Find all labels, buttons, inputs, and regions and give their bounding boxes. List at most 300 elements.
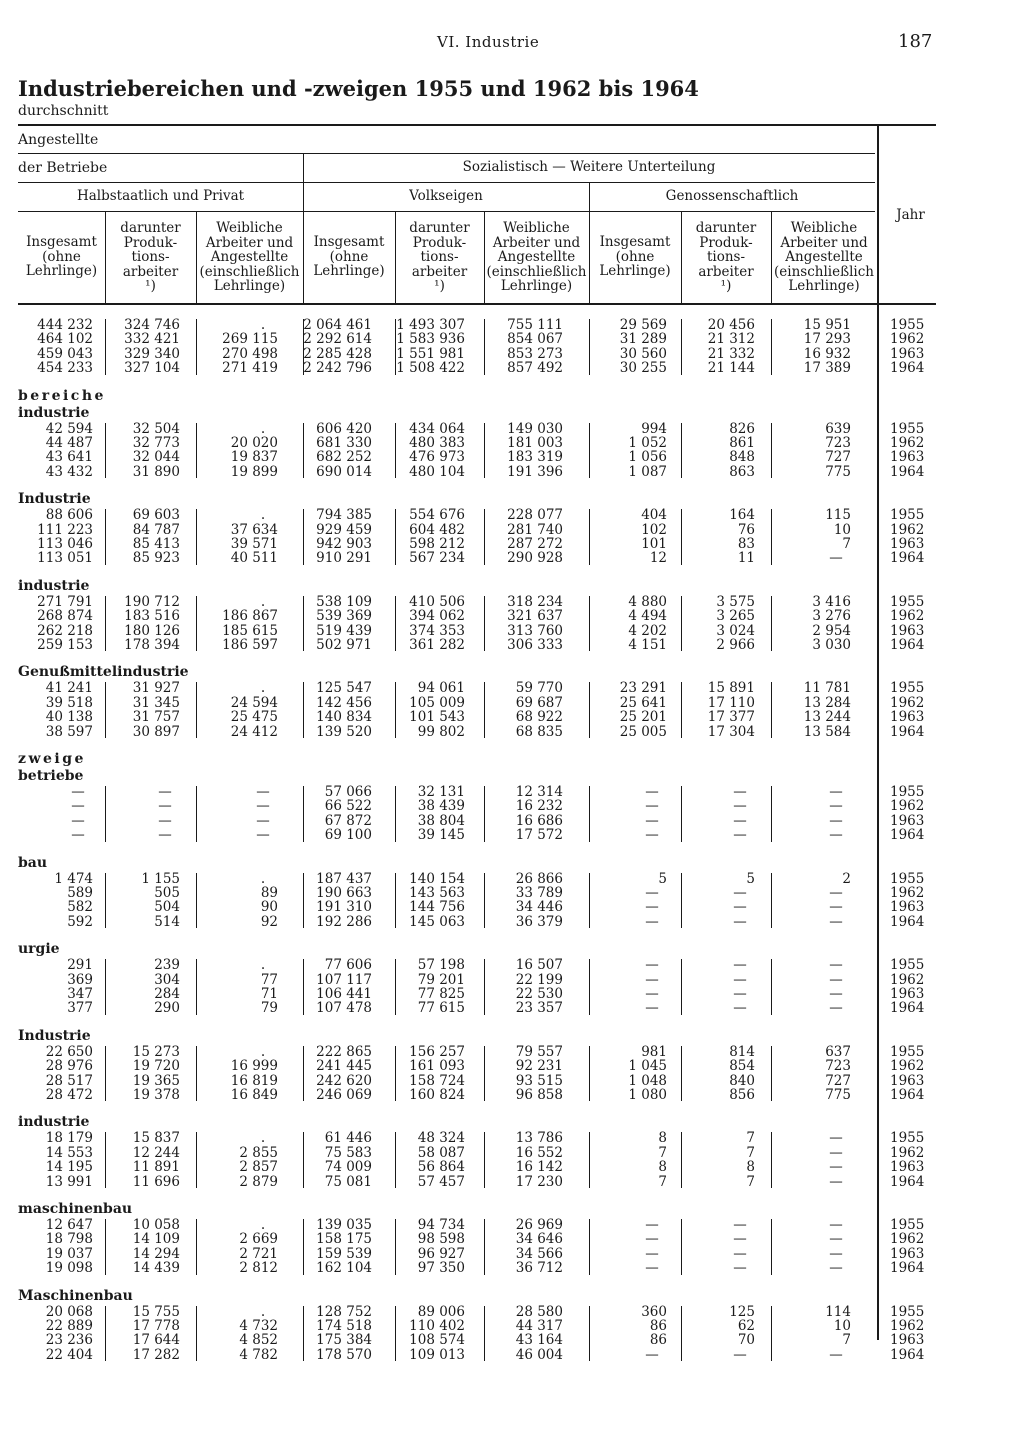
- table-cell: 30 897: [132, 723, 180, 740]
- header-col-prod: darunter Produk- tions- arbeiter ¹): [409, 220, 470, 294]
- year-cell: 1964: [890, 1346, 925, 1363]
- table-cell: 14 109: [132, 1231, 180, 1248]
- table-cell: 854: [729, 1058, 755, 1075]
- table-cell: 2 966: [716, 637, 755, 653]
- table-cell: 99 802: [417, 723, 465, 740]
- table-cell: 291: [67, 957, 93, 974]
- table-cell: 1 052: [628, 435, 667, 451]
- table-cell: 66 522: [324, 798, 372, 815]
- table-cell: 994: [641, 420, 667, 437]
- section-label: industrie: [18, 1114, 90, 1131]
- block-rule: [395, 423, 396, 479]
- table-cell: 85 413: [132, 536, 180, 552]
- block-rule: [196, 509, 197, 565]
- block-rule: [681, 1132, 682, 1188]
- table-cell: 30 560: [619, 345, 667, 362]
- table-cell: 228 077: [507, 507, 563, 524]
- block-rule: [681, 1046, 682, 1102]
- table-cell: —: [829, 1346, 843, 1363]
- table-cell: 22 650: [45, 1043, 93, 1060]
- table-cell: 16 552: [515, 1144, 563, 1161]
- table-cell: —: [829, 1217, 843, 1233]
- table-cell: 454 233: [37, 360, 93, 377]
- table-cell: 125: [729, 1303, 755, 1320]
- table-cell: 183 516: [124, 608, 180, 625]
- table-cell: 17 293: [803, 331, 851, 348]
- table-cell: 262 218: [37, 622, 93, 639]
- table-cell: 174 518: [316, 1318, 372, 1334]
- table-cell: 505: [154, 885, 180, 901]
- table-cell: 690 014: [316, 463, 372, 480]
- table-cell: 1 583 936: [396, 331, 465, 348]
- table-cell: 7: [746, 1173, 755, 1190]
- table-cell: 271 791: [37, 593, 93, 610]
- block-rule: [589, 682, 590, 738]
- table-cell: 20 020: [230, 435, 278, 451]
- table-cell: 108 574: [409, 1332, 465, 1349]
- block-rule: [484, 509, 485, 565]
- table-cell: 41 241: [45, 680, 93, 697]
- table-cell: 281 740: [507, 521, 563, 538]
- table-cell: 2 242 796: [303, 360, 372, 377]
- block-rule: [771, 873, 772, 929]
- table-cell: 2: [842, 870, 851, 887]
- table-cell: —: [645, 957, 659, 974]
- table-cell: 24 594: [230, 694, 278, 711]
- block-rule: [771, 682, 772, 738]
- table-cell: —: [645, 1231, 659, 1248]
- table-cell: 183 319: [507, 449, 563, 466]
- section-label: urgie: [18, 941, 60, 958]
- block-rule: [589, 423, 590, 479]
- table-cell: 98 598: [417, 1231, 465, 1248]
- table-cell: 10 058: [132, 1217, 180, 1233]
- table-cell: 185 615: [222, 622, 278, 639]
- block-rule: [196, 596, 197, 652]
- block-rule: [105, 1306, 106, 1362]
- table-cell: 89: [260, 885, 278, 901]
- table-cell: 2 721: [239, 1245, 278, 1262]
- block-rule: [196, 1132, 197, 1188]
- table-cell: 19 720: [132, 1058, 180, 1075]
- block-rule: [771, 959, 772, 1015]
- table-cell: 42 594: [45, 420, 93, 437]
- table-cell: 145 063: [409, 913, 465, 930]
- table-cell: —: [829, 899, 843, 916]
- table-cell: —: [829, 1231, 843, 1248]
- year-cell: 1962: [890, 1231, 925, 1248]
- table-cell: 16 819: [230, 1072, 278, 1089]
- header-volkseigen: Volkseigen: [409, 188, 483, 204]
- block-rule: [303, 1132, 304, 1188]
- table-cell: —: [829, 986, 843, 1002]
- table-cell: 329 340: [124, 345, 180, 362]
- header-jahr: Jahr: [896, 207, 925, 223]
- table-cell: 83: [737, 536, 755, 552]
- table-cell: 17 110: [707, 694, 755, 711]
- table-cell: 592: [67, 913, 93, 930]
- table-cell: 186 597: [222, 637, 278, 653]
- table-cell: 34 566: [515, 1245, 563, 1262]
- table-cell: 21 312: [707, 331, 755, 348]
- table-cell: 639: [825, 420, 851, 437]
- table-cell: 794 385: [316, 507, 372, 524]
- table-cell: 39 518: [45, 694, 93, 711]
- table-cell: 246 069: [316, 1087, 372, 1103]
- table-cell: 139 035: [316, 1217, 372, 1233]
- table-cell: 318 234: [507, 593, 563, 610]
- table-cell: 7: [658, 1144, 667, 1161]
- table-cell: 16 686: [515, 812, 563, 829]
- table-cell: —: [733, 986, 747, 1002]
- table-cell: 92: [260, 913, 278, 930]
- table-cell: .: [260, 870, 266, 887]
- block-rule: [589, 596, 590, 652]
- table-cell: 854 067: [507, 331, 563, 348]
- table-cell: 284: [154, 986, 180, 1002]
- table-cell: 23 236: [45, 1332, 93, 1349]
- header-genossenschaftlich: Genossenschaftlich: [665, 188, 799, 204]
- table-cell: 3 575: [716, 593, 755, 610]
- table-cell: —: [256, 784, 270, 800]
- table-cell: 86: [649, 1332, 667, 1349]
- table-cell: 604 482: [409, 521, 465, 538]
- year-cell: 1955: [890, 420, 925, 437]
- table-cell: 76: [737, 521, 755, 538]
- table-cell: —: [733, 1260, 747, 1277]
- year-cell: 1955: [890, 507, 925, 524]
- table-cell: 22 530: [515, 986, 563, 1002]
- table-cell: 853 273: [507, 345, 563, 362]
- table-cell: 28 580: [515, 1303, 563, 1320]
- table-cell: 480 383: [409, 435, 465, 451]
- year-cell: 1955: [890, 317, 925, 333]
- table-cell: 149 030: [507, 420, 563, 437]
- block-rule: [484, 319, 485, 375]
- table-cell: 313 760: [507, 622, 563, 639]
- table-cell: 17 282: [132, 1346, 180, 1363]
- table-cell: 77 615: [417, 1000, 465, 1017]
- table-cell: 19 037: [45, 1245, 93, 1262]
- table-cell: 144 756: [409, 899, 465, 916]
- table-cell: 863: [729, 463, 755, 480]
- table-cell: 14 439: [132, 1260, 180, 1277]
- table-cell: 4 494: [628, 608, 667, 625]
- header-divider: [303, 153, 304, 303]
- table-cell: 125 547: [316, 680, 372, 697]
- table-cell: 15 755: [132, 1303, 180, 1320]
- header-col-prod: darunter Produk- tions- arbeiter ¹): [120, 220, 181, 294]
- table-cell: 67 872: [324, 812, 372, 829]
- block-rule: [303, 786, 304, 842]
- year-cell: 1955: [890, 680, 925, 697]
- header-col-female: Weibliche Arbeiter und Angestellte (einschließlich Lehrlinge): [486, 220, 587, 294]
- table-cell: 369: [67, 971, 93, 988]
- table-cell: 107 478: [316, 1000, 372, 1017]
- table-cell: 538 109: [316, 593, 372, 610]
- block-rule: [589, 959, 590, 1015]
- block-rule: [196, 786, 197, 842]
- table-cell: 434 064: [409, 420, 465, 437]
- table-cell: 44 317: [515, 1318, 563, 1334]
- table-cell: 88 606: [45, 507, 93, 524]
- table-cell: 377: [67, 1000, 93, 1017]
- block-rule: [589, 873, 590, 929]
- table-cell: 61 446: [324, 1130, 372, 1147]
- table-cell: 1 048: [628, 1072, 667, 1089]
- year-cell: 1962: [890, 885, 925, 901]
- table-cell: —: [645, 1346, 659, 1363]
- year-cell: 1955: [890, 1043, 925, 1060]
- table-cell: 19 098: [45, 1260, 93, 1277]
- block-rule: [105, 786, 106, 842]
- table-cell: 70: [737, 1332, 755, 1349]
- table-cell: 158 175: [316, 1231, 372, 1248]
- table-cell: 31 345: [132, 694, 180, 711]
- year-cell: 1962: [890, 521, 925, 538]
- table-cell: 85 923: [132, 550, 180, 567]
- table-cell: 504: [154, 899, 180, 916]
- table-cell: 464 102: [37, 331, 93, 348]
- table-cell: 140 834: [316, 709, 372, 726]
- header-col-female: Weibliche Arbeiter und Angestellte (einschließlich Lehrlinge): [774, 220, 874, 294]
- table-cell: —: [71, 827, 85, 844]
- block-rule: [681, 423, 682, 479]
- table-cell: 304: [154, 971, 180, 988]
- table-cell: 77: [260, 971, 278, 988]
- table-cell: —: [256, 827, 270, 844]
- block-rule: [395, 786, 396, 842]
- running-head: VI. Industrie: [437, 33, 540, 51]
- section-label: Industrie: [18, 1027, 91, 1044]
- block-rule: [771, 596, 772, 652]
- table-cell: —: [733, 784, 747, 800]
- table-cell: 187 437: [316, 870, 372, 887]
- year-cell: 1964: [890, 1173, 925, 1190]
- table-cell: 69 603: [132, 507, 180, 524]
- block-rule: [303, 873, 304, 929]
- table-cell: 7: [746, 1144, 755, 1161]
- table-cell: 13 786: [515, 1130, 563, 1147]
- table-cell: —: [71, 784, 85, 800]
- table-cell: 269 115: [222, 331, 278, 348]
- table-cell: 4 151: [628, 637, 667, 653]
- table-cell: 105 009: [409, 694, 465, 711]
- block-rule: [681, 1306, 682, 1362]
- table-cell: 57 066: [324, 784, 372, 800]
- table-cell: —: [645, 885, 659, 901]
- table-cell: 107 117: [316, 971, 372, 988]
- table-cell: 20 456: [707, 317, 755, 333]
- section-label: bau: [18, 854, 48, 871]
- table-cell: —: [645, 1245, 659, 1262]
- header-sozialistisch: Sozialistisch — Weitere Unterteilung: [462, 159, 716, 175]
- year-cell: 1963: [890, 345, 925, 362]
- table-cell: 25 201: [619, 709, 667, 726]
- table-cell: —: [829, 1159, 843, 1176]
- table-cell: 38 439: [417, 798, 465, 815]
- table-cell: 16 849: [230, 1087, 278, 1103]
- table-cell: 22 199: [515, 971, 563, 988]
- table-cell: 476 973: [409, 449, 465, 466]
- table-cell: —: [733, 798, 747, 815]
- block-rule: [681, 1219, 682, 1275]
- table-cell: 19 899: [230, 463, 278, 480]
- table-cell: 270 498: [222, 345, 278, 362]
- table-cell: 34 446: [515, 899, 563, 916]
- header-rule: [18, 182, 875, 183]
- block-rule: [681, 509, 682, 565]
- table-cell: 861: [729, 435, 755, 451]
- table-cell: —: [645, 899, 659, 916]
- block-rule: [105, 1046, 106, 1102]
- table-cell: 175 384: [316, 1332, 372, 1349]
- table-cell: 598 212: [409, 536, 465, 552]
- table-cell: 290: [154, 1000, 180, 1017]
- block-rule: [395, 959, 396, 1015]
- table-cell: —: [733, 899, 747, 916]
- table-cell: 15 273: [132, 1043, 180, 1060]
- table-cell: .: [260, 317, 266, 333]
- table-cell: 4 732: [239, 1318, 278, 1334]
- table-cell: 17 778: [132, 1318, 180, 1334]
- block-rule: [303, 1046, 304, 1102]
- table-cell: 24 412: [230, 723, 278, 740]
- year-cell: 1964: [890, 1260, 925, 1277]
- section-label: industrie: [18, 577, 90, 594]
- table-cell: 241 445: [316, 1058, 372, 1075]
- year-cell: 1955: [890, 784, 925, 800]
- block-rule: [395, 1046, 396, 1102]
- table-cell: .: [260, 593, 266, 610]
- table-cell: 8: [658, 1159, 667, 1176]
- table-cell: —: [733, 1217, 747, 1233]
- table-cell: 13 244: [803, 709, 851, 726]
- table-cell: 1 087: [628, 463, 667, 480]
- table-cell: 404: [641, 507, 667, 524]
- table-cell: 239: [154, 957, 180, 974]
- table-cell: 929 459: [316, 521, 372, 538]
- year-cell: 1963: [890, 449, 925, 466]
- table-cell: 111 223: [37, 521, 93, 538]
- year-cell: 1962: [890, 971, 925, 988]
- table-cell: 59 770: [515, 680, 563, 697]
- table-cell: 374 353: [409, 622, 465, 639]
- block-rule: [196, 1046, 197, 1102]
- table-cell: 1 080: [628, 1087, 667, 1103]
- table-cell: 22 889: [45, 1318, 93, 1334]
- block-rule: [196, 873, 197, 929]
- table-cell: 327 104: [124, 360, 180, 377]
- table-cell: 94 734: [417, 1217, 465, 1233]
- header-angestellte: Angestellte: [18, 132, 99, 148]
- table-cell: 290 928: [507, 550, 563, 567]
- table-cell: 8: [746, 1159, 755, 1176]
- header-col-prod: darunter Produk- tions- arbeiter ¹): [695, 220, 757, 294]
- block-rule: [105, 319, 106, 375]
- table-cell: 43 432: [45, 463, 93, 480]
- section-label: betriebe: [18, 768, 84, 784]
- block-rule: [303, 682, 304, 738]
- table-cell: 10: [833, 521, 851, 538]
- table-cell: 90: [260, 899, 278, 916]
- table-cell: 16 999: [230, 1058, 278, 1075]
- table-cell: 7: [842, 536, 851, 552]
- block-rule: [303, 1219, 304, 1275]
- table-cell: 115: [825, 507, 851, 524]
- table-cell: 68 922: [515, 709, 563, 726]
- table-cell: 13 991: [45, 1173, 93, 1190]
- table-cell: —: [733, 957, 747, 974]
- table-cell: —: [645, 798, 659, 815]
- table-cell: 180 126: [124, 622, 180, 639]
- table-cell: 18 179: [45, 1130, 93, 1147]
- table-cell: 10: [833, 1318, 851, 1334]
- header-col-total: Insgesamt (ohne Lehrlinge): [599, 234, 671, 279]
- table-cell: —: [645, 827, 659, 844]
- table-cell: 727: [825, 449, 851, 466]
- table-cell: 606 420: [316, 420, 372, 437]
- block-rule: [589, 1306, 590, 1362]
- year-cell: 1962: [890, 331, 925, 348]
- year-cell: 1963: [890, 1245, 925, 1262]
- page-title: Industriebereichen und -zweigen 1955 und 1962 bis 1964: [18, 76, 699, 101]
- year-cell: 1962: [890, 694, 925, 711]
- table-cell: 21 144: [707, 360, 755, 377]
- header-col-total: Insgesamt (ohne Lehrlinge): [313, 234, 385, 279]
- section-label: maschinenbau: [18, 1201, 133, 1217]
- table-cell: —: [645, 1260, 659, 1277]
- table-cell: 30 255: [619, 360, 667, 377]
- year-cell: 1955: [890, 1303, 925, 1320]
- block-rule: [681, 959, 682, 1015]
- table-cell: 18 798: [45, 1231, 93, 1248]
- table-cell: 86: [649, 1318, 667, 1334]
- table-cell: 93 515: [515, 1072, 563, 1089]
- table-cell: 14 195: [45, 1159, 93, 1176]
- table-cell: 3 276: [812, 608, 851, 625]
- table-cell: 8: [658, 1130, 667, 1147]
- table-cell: —: [829, 1245, 843, 1262]
- table-cell: 37 634: [230, 521, 278, 538]
- table-cell: 28 976: [45, 1058, 93, 1075]
- table-cell: 582: [67, 899, 93, 916]
- table-cell: 29 569: [619, 317, 667, 333]
- block-rule: [484, 873, 485, 929]
- table-cell: —: [829, 827, 843, 844]
- table-cell: 361 282: [409, 637, 465, 653]
- block-rule: [303, 319, 304, 375]
- table-cell: 84 787: [132, 521, 180, 538]
- table-cell: 11 891: [132, 1159, 180, 1176]
- block-rule: [681, 596, 682, 652]
- table-cell: —: [829, 1000, 843, 1017]
- table-cell: 502 971: [316, 637, 372, 653]
- table-cell: 156 257: [409, 1043, 465, 1060]
- table-cell: 31 890: [132, 463, 180, 480]
- table-cell: 3 265: [716, 608, 755, 625]
- table-cell: —: [733, 885, 747, 901]
- section-label: Industrie: [18, 491, 91, 508]
- table-cell: —: [733, 1245, 747, 1262]
- table-cell: 139 520: [316, 723, 372, 740]
- table-cell: 347: [67, 986, 93, 1002]
- table-cell: 5: [658, 870, 667, 887]
- block-rule: [105, 873, 106, 929]
- table-cell: 1 508 422: [396, 360, 465, 377]
- table-cell: —: [829, 1144, 843, 1161]
- table-cell: —: [645, 1000, 659, 1017]
